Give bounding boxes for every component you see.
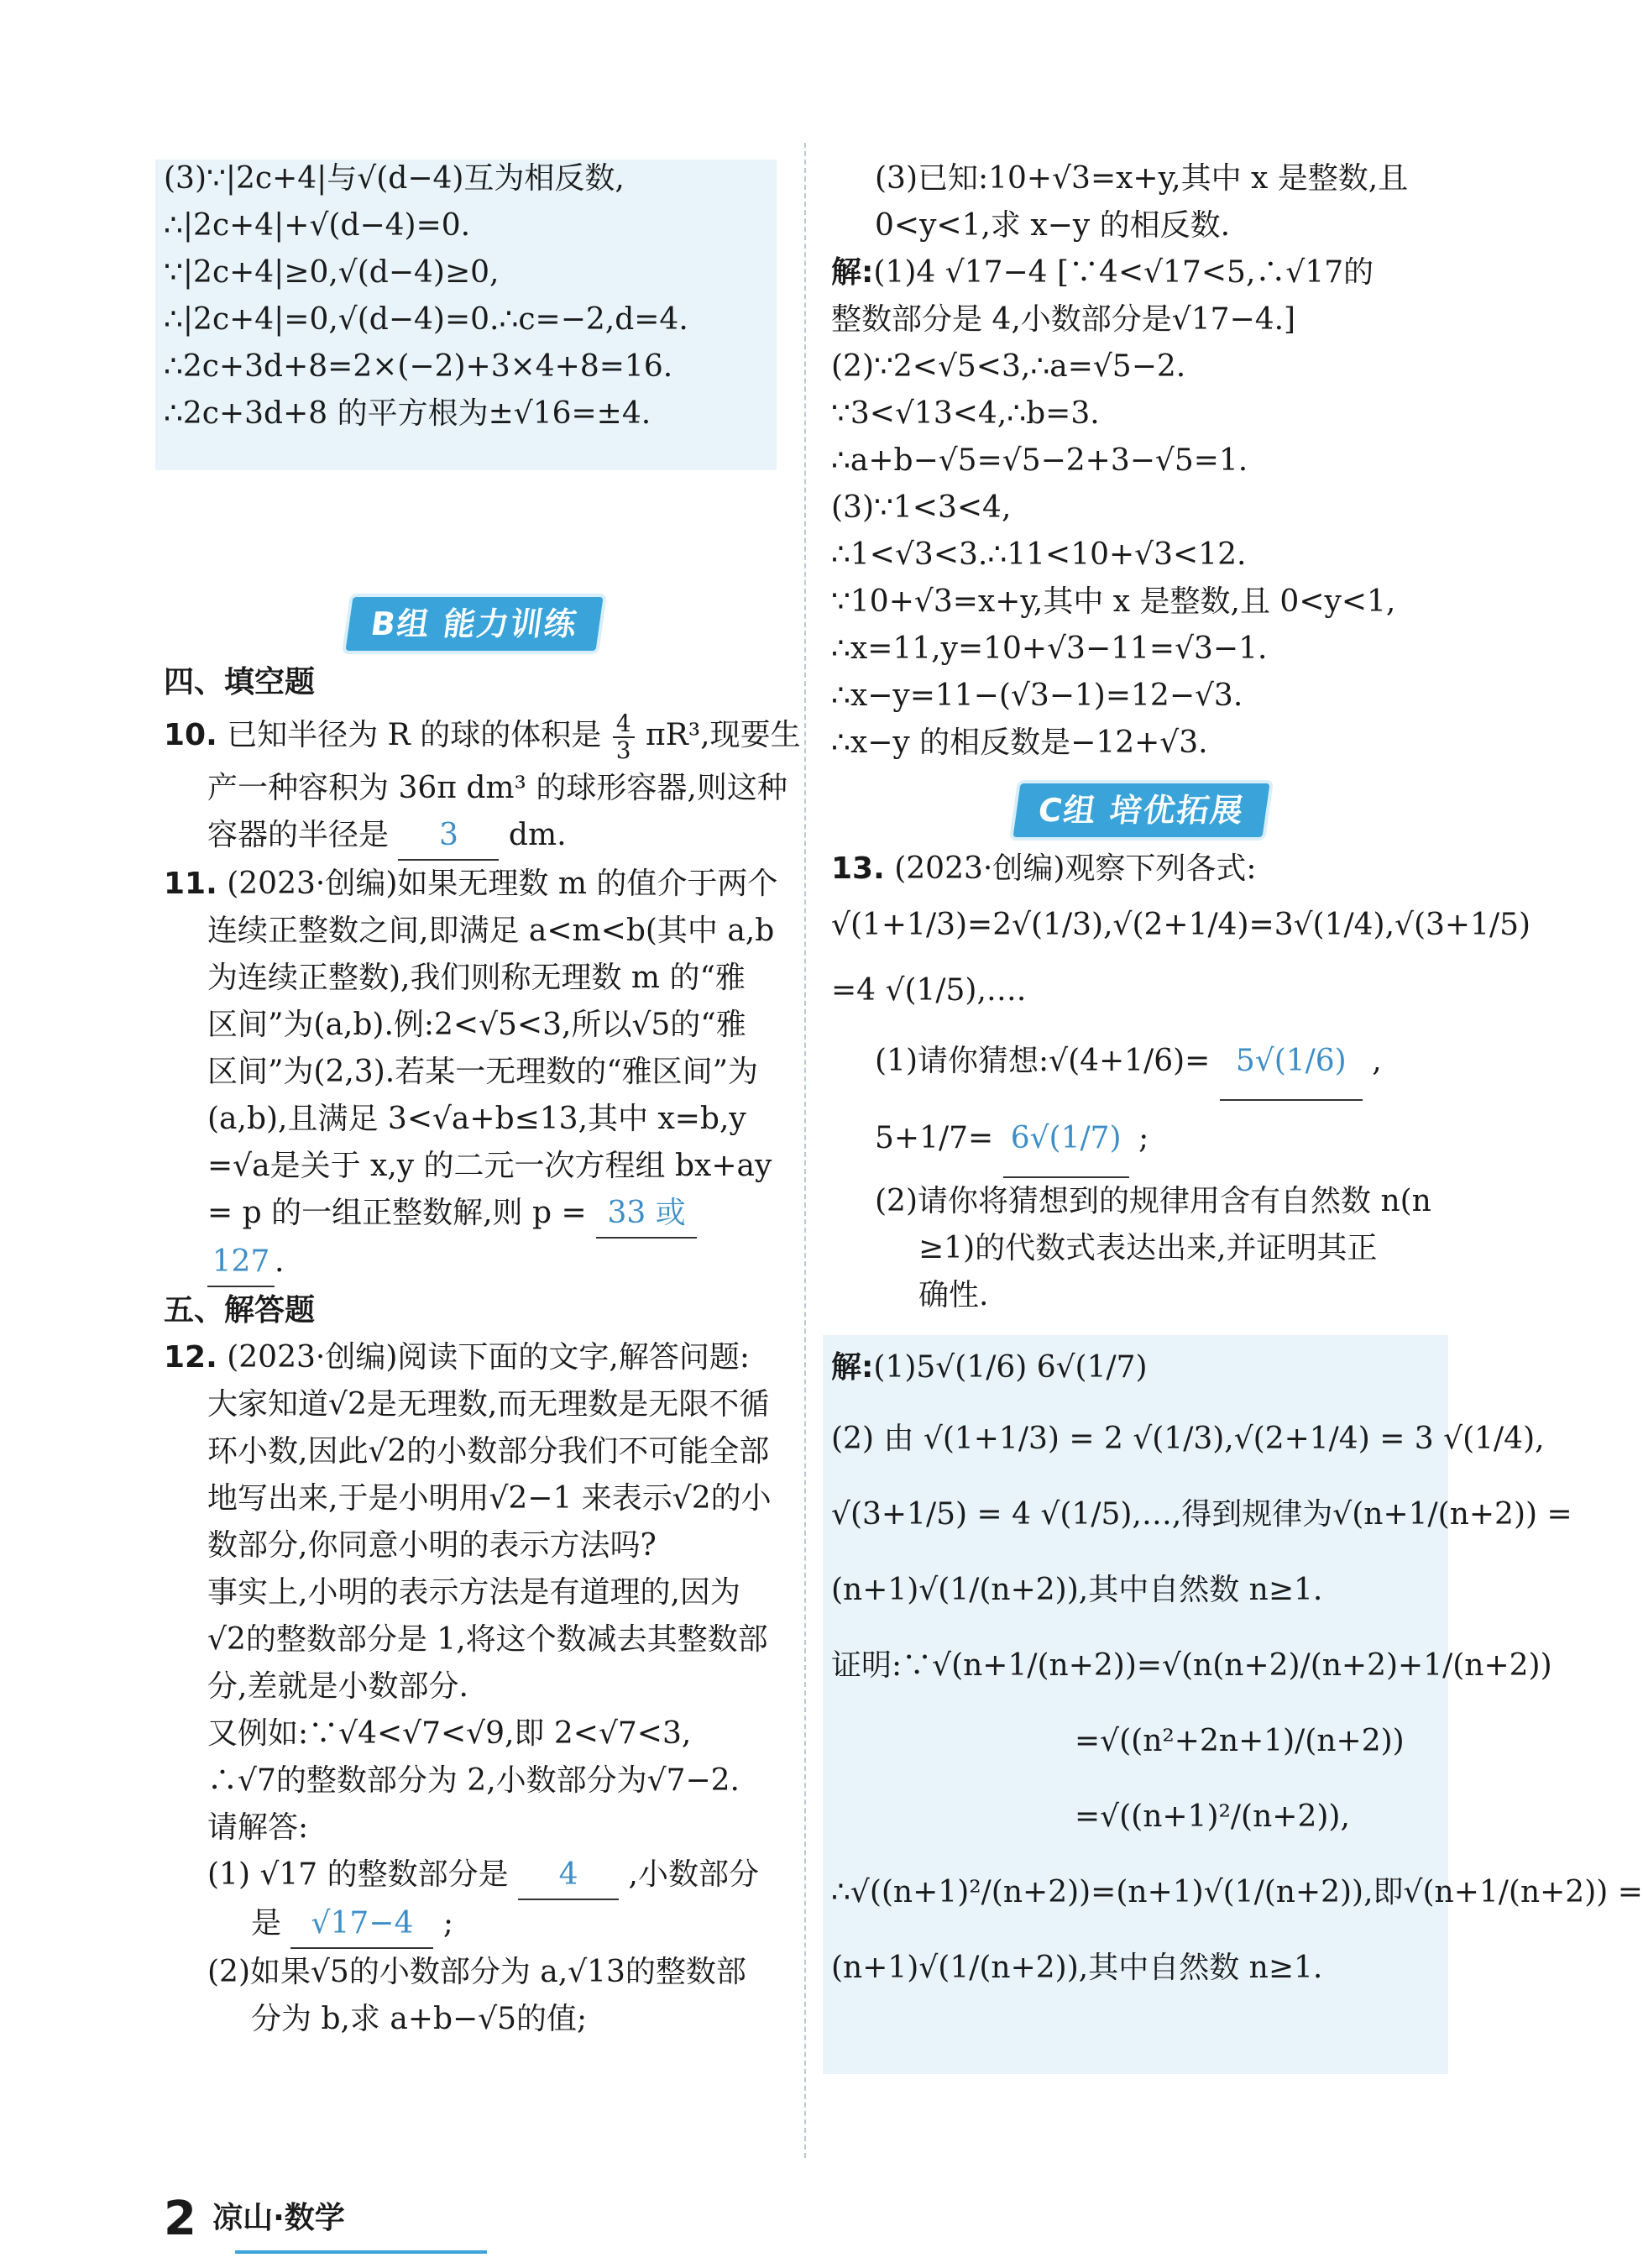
- text-line: [164, 1852, 785, 1900]
- solution-text: √(3+1/5) = 4 √(1/5),…,得到规律为√(n+1/(n+2)) =: [831, 1497, 1572, 1532]
- text-line: ∴√7的整数部分为 2,小数部分为√7−2.: [207, 1763, 740, 1798]
- solution-text: =√((n+1)²/(n+2)),: [1075, 1799, 1350, 1834]
- text-line: 区间”为(2,3).若某一无理数的“雅区间”为: [207, 1055, 758, 1089]
- text-line: [831, 1101, 1452, 1178]
- solution-text: ∵3<√13<4,∴b=3.: [831, 396, 1100, 431]
- solution-text: (2) 由 √(1+1/3) = 2 √(1/3),√(2+1/4) = 3 √(1/4),: [831, 1422, 1545, 1456]
- solution-text: (3)∵1<3<4,: [831, 490, 1012, 525]
- question-text: (2023·创编)如果无理数 m 的值介于两个: [227, 867, 778, 901]
- text-line: 数部分,你同意小明的表示方法吗?: [207, 1528, 657, 1563]
- punctuation: .: [275, 1244, 285, 1279]
- punctuation: ,: [1372, 1044, 1382, 1078]
- column-divider: [804, 143, 806, 2158]
- question-13: [831, 846, 1452, 893]
- footer-underline: [235, 2250, 487, 2254]
- text-line: 连续正整数之间,即满足 a<m<b(其中 a,b: [207, 914, 775, 948]
- group-b-badge: B组 能力训练: [345, 597, 603, 651]
- solution-13-line: [831, 1334, 1452, 1401]
- text-line: [164, 1190, 785, 1239]
- solution-block-a: [164, 155, 785, 437]
- text-line: 又例如:∵√4<√7<√9,即 2<√7<3,: [207, 1716, 692, 1751]
- solution-text: (1)4 √17−4 [∵4<√17<5,∴√17的: [873, 255, 1374, 290]
- solution-text: 整数部分是 4,小数部分是√17−4.]: [831, 302, 1296, 337]
- question-number: 11.: [164, 867, 217, 901]
- text-line: (2)请你将猜想到的规律用含有自然数 n(n: [875, 1184, 1431, 1218]
- question-text: (1)请你猜想:√(4+1/6)=: [875, 1044, 1211, 1078]
- text-line: 地写出来,于是小明用√2−1 来表示√2的小: [207, 1481, 772, 1516]
- text-line: 分,差就是小数部分.: [207, 1669, 468, 1704]
- group-c-header: [831, 783, 1452, 837]
- question-text: 是: [251, 1906, 282, 1941]
- text-line: ≥1)的代数式表达出来,并证明其正: [918, 1231, 1378, 1265]
- question-text: 容器的半径是: [207, 818, 390, 852]
- answer-blank: 33 或: [596, 1190, 697, 1239]
- solution-text: ∴a+b−√5=√5−2+3−√5=1.: [831, 443, 1248, 478]
- text-line: 事实上,小明的表示方法是有道理的,因为: [207, 1575, 740, 1610]
- left-column: [164, 155, 801, 2043]
- solution-text: 证明:∵√(n+1/(n+2))=√(n(n+2)/(n+2)+1/(n+2)): [831, 1648, 1552, 1683]
- question-text: = p 的一组正整数解,则 p =: [207, 1196, 587, 1230]
- page-footer: [164, 2192, 345, 2246]
- question-number: 13.: [831, 851, 885, 886]
- text-line: 大家知道√2是无理数,而无理数是无限不循: [207, 1387, 770, 1422]
- text-line: (a,b),且满足 3<√a+b≤13,其中 x=b,y: [207, 1102, 746, 1136]
- question-text: ,小数部分: [628, 1857, 759, 1892]
- text-line: 产一种容积为 36π dm³ 的球形容器,则这种: [207, 771, 787, 805]
- question-12: [164, 1334, 785, 1381]
- text-line: 为连续正整数),我们则称无理数 m 的“雅: [207, 961, 746, 995]
- denominator: 3: [615, 736, 631, 764]
- answer-blank: √17−4: [290, 1900, 433, 1949]
- text-line: √2的整数部分是 1,将这个数减去其整数部: [207, 1622, 768, 1657]
- solution-text: ∴x=11,y=10+√3−11=√3−1.: [831, 631, 1268, 666]
- text-line: 区间”为(a,b).例:2<√5<3,所以√5的“雅: [207, 1008, 746, 1042]
- solution-text: ∴1<√3<3.∴11<10+√3<12.: [831, 537, 1247, 572]
- question-text: 5+1/7=: [875, 1121, 994, 1155]
- text-line: 环小数,因此√2的小数部分我们不可能全部: [207, 1434, 770, 1469]
- question-text: (2023·创编)观察下列各式:: [894, 851, 1257, 886]
- section-heading-fill-in: 四、填空题: [164, 665, 316, 699]
- text-line: 确性.: [918, 1278, 989, 1312]
- answer-blank: 3: [398, 812, 499, 861]
- solution-text: ∴x−y=11−(√3−1)=12−√3.: [831, 678, 1243, 713]
- text-line: ∴|2c+4|+√(d−4)=0.: [164, 208, 471, 243]
- group-b-header: [164, 597, 785, 651]
- question-text: πR³,现要生: [645, 718, 801, 752]
- solution-12-line: [831, 249, 1452, 296]
- text-line: [831, 1024, 1452, 1101]
- answer-blank: 4: [518, 1852, 619, 1900]
- question-11: [164, 861, 785, 908]
- punctuation: ;: [1138, 1121, 1149, 1155]
- text-line: =4 √(1/5),….: [831, 973, 1027, 1008]
- answer-blank: 127: [207, 1239, 275, 1287]
- solution-label: 解:: [831, 255, 874, 290]
- right-column: [831, 155, 1643, 2006]
- question-text: (2023·创编)阅读下面的文字,解答问题:: [227, 1340, 750, 1375]
- solution-text: (1)5√(1/6) 6√(1/7): [873, 1350, 1148, 1385]
- solution-text: ∴x−y 的相反数是−12+√3.: [831, 725, 1208, 760]
- solution-text: (n+1)√(1/(n+2)),其中自然数 n≥1.: [831, 1951, 1323, 1985]
- group-c-badge: C组 培优拓展: [1013, 783, 1270, 837]
- section-heading-answer: 五、解答题: [164, 1293, 316, 1328]
- answer-blank: 5√(1/6): [1220, 1024, 1363, 1101]
- text-line: 请解答:: [207, 1810, 309, 1845]
- question-text: (1) √17 的整数部分是: [207, 1857, 509, 1892]
- question-number: 10.: [164, 718, 217, 752]
- question-10: [164, 706, 801, 765]
- book-title: 凉山·数学: [212, 2201, 345, 2235]
- text-line: ∴|2c+4|=0,√(d−4)=0.∴c=−2,d=4.: [164, 302, 688, 337]
- text-line: 0<y<1,求 x−y 的相反数.: [875, 208, 1231, 243]
- text-line: 分为 b,求 a+b−√5的值;: [251, 2002, 588, 2036]
- solution-text: (2)∵2<√5<3,∴a=√5−2.: [831, 349, 1186, 384]
- text-line: √(1+1/3)=2√(1/3),√(2+1/4)=3√(1/4),√(3+1/5): [831, 908, 1531, 942]
- question-number: 12.: [164, 1340, 217, 1375]
- text-line: [164, 1239, 785, 1287]
- solution-label: 解:: [831, 1350, 874, 1385]
- answer-blank: 6√(1/7): [1003, 1101, 1129, 1178]
- text-line: (3)∵|2c+4|与√(d−4)互为相反数,: [164, 161, 625, 196]
- numerator: 4: [613, 711, 635, 738]
- solution-text: (n+1)√(1/(n+2)),其中自然数 n≥1.: [831, 1573, 1323, 1607]
- question-text: 已知半径为 R 的球的体积是: [227, 718, 602, 752]
- text-line: [164, 812, 785, 861]
- text-line: =√a是关于 x,y 的二元一次方程组 bx+ay: [207, 1149, 772, 1183]
- text-line: (2)如果√5的小数部分为 a,√13的整数部: [207, 1955, 746, 1989]
- page-number: 2: [164, 2192, 196, 2246]
- solution-text: =√((n²+2n+1)/(n+2)): [1075, 1724, 1405, 1758]
- text-line: [164, 1900, 785, 1949]
- fraction: [613, 711, 635, 763]
- text-line: ∴2c+3d+8 的平方根为±√16=±4.: [164, 396, 651, 431]
- solution-text: ∵10+√3=x+y,其中 x 是整数,且 0<y<1,: [831, 584, 1396, 619]
- question-text: dm.: [508, 818, 567, 852]
- punctuation: ;: [442, 1906, 454, 1941]
- text-line: ∴2c+3d+8=2×(−2)+3×4+8=16.: [164, 349, 673, 384]
- text-line: ∵|2c+4|≥0,√(d−4)≥0,: [164, 255, 500, 290]
- text-line: (3)已知:10+√3=x+y,其中 x 是整数,且: [875, 161, 1409, 196]
- solution-text: ∴√((n+1)²/(n+2))=(n+1)√(1/(n+2)),即√(n+1/(n+2)) =: [831, 1875, 1643, 1909]
